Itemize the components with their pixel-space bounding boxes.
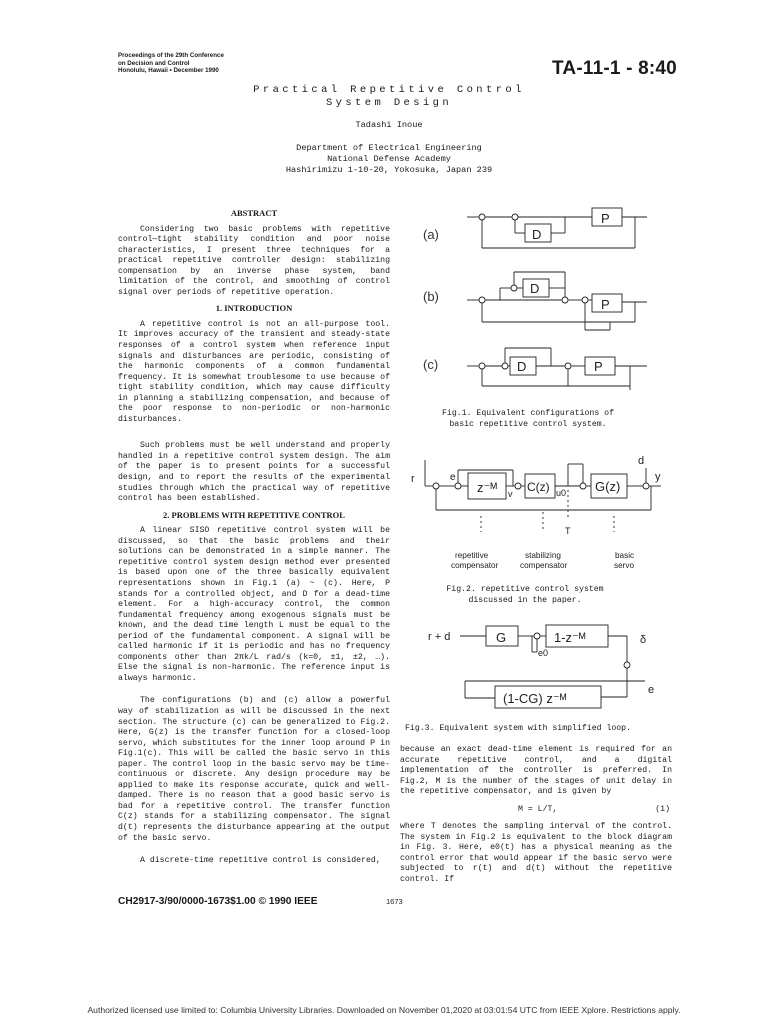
fig1c-block-d: D	[517, 359, 527, 374]
fig1a-block-p: P	[601, 211, 610, 226]
equation-1	[400, 805, 672, 816]
figure-3-caption: Fig.3. Equivalent system with simplified loop.	[405, 724, 632, 733]
affiliation-line-2: National Defense Academy	[327, 154, 451, 164]
abstract-heading: ABSTRACT	[230, 208, 278, 218]
fig1-label-c: (c)	[423, 357, 439, 372]
fig3-signal-e0: e0	[538, 648, 549, 658]
fig2-label-repetitive: repetitive	[455, 551, 489, 560]
fig1-label-a: (a)	[423, 227, 439, 242]
affiliation-line-1: Department of Electrical Engineering	[296, 143, 482, 153]
fig2-label-servo: servo	[614, 561, 635, 570]
fig1b-block-p: P	[601, 297, 610, 312]
license-notice: Authorized licensed use limited to: Columbia University Libraries. Downloaded on November 01,2020 at 03:01:54 UTC from IEEE Xplore. Restrictions apply.	[87, 1005, 681, 1015]
figure-1-diagram	[415, 200, 655, 400]
right-column	[400, 745, 672, 886]
fig2-signal-y: y	[655, 471, 661, 483]
fig3-block-g: G	[496, 630, 507, 645]
fig1-label-b: (b)	[423, 289, 439, 304]
figure-1-caption-line-2: basic repetitive control system.	[449, 419, 607, 429]
right-paragraph-2: where T denotes the sampling interval of the control. The system in Fig.2 is equivalent to the block diagram in Fig. 3. Here, e0(t) has a physical meaning as the control error that would appear if the basic servo were subjected to r(t) and d(t) without the repetitive control. If	[400, 822, 672, 885]
footer-code: CH2917-3/90/0000-1673$1.00 © 1990 IEEE	[118, 896, 318, 907]
equation-number: (1)	[655, 804, 670, 814]
figure-3-diagram	[420, 618, 665, 718]
equation-body: M = L/T,	[518, 804, 558, 814]
figure-2-caption-line-2: discussed in the paper.	[468, 595, 582, 605]
fig2-signal-r: r	[411, 473, 415, 485]
abstract-text: Considering two basic problems with repetitive control—tight stability condition and poor noise characteristics, I present three techniques for a practical repetitive controller design: stabilizing compensation by an inverse phase system, band limitation of the control, and smoothing of control signal over periods of repetitive operation.	[118, 224, 390, 297]
conference-line-2: on Decision and Control	[118, 59, 190, 67]
fig2-label-stabilizing: stabilizing	[525, 551, 561, 560]
fig3-signal-e: e	[648, 684, 655, 696]
affiliation	[0, 143, 768, 176]
fig2-label-repetitive-compensator: compensator	[451, 561, 499, 570]
figure-1-caption	[408, 409, 648, 430]
fig2-signal-e: e	[450, 472, 456, 483]
intro-paragraph-2: Such problems must be well understand and properly handled in a repetitive control system design. The aim of the paper is to present points for a successful design, and to report the results of the experimental studies through which the practical way of repetitive control has been established.	[118, 441, 390, 504]
section-2-paragraph-2: The configurations (b) and (c) allow a powerful way of stabilization as will be discussed in the next section. The structure (c) can be generalized to Fig.2. Here, G(z) is the transfer function for a closed-loop servo, which substitutes for the inner loop around P in Fig.1(c). This will be called the basic servo in this paper. The control loop in the basic servo may be time-continuous or discrete. Any design procedure may be applied to make its response accurate, quick and well-damped. There is no reason that a good basic servo is bad for a repetitive control. The transfer function C(z) stands for a stabilizing compensator. The signal d(t) represents the disturbance appearing at the output of the basic servo.	[118, 696, 390, 843]
intro-paragraph-1: A repetitive control is not an all-purpose tool. It improves accuracy of the transient and steady-state responses of a control system when reference input signals and disturbances are periodic, consisting of the harmonic components of a common fundamental frequency. It is somewhat troublesome to use because of tight stability condition, which may cause difficulty in planning a stabilizing compensation, and because of the poor response to non-periodic or non-harmonic disturbances.	[118, 319, 390, 424]
right-paragraph-1: because an exact dead-time element is required for an accurate repetitive control, and a digital implementation of the controller is preferred. In Fig.2, M is the number of the stages of unit delay in the repetitive compensator, and is given by	[400, 745, 672, 797]
figure-2-caption	[405, 585, 645, 606]
conference-line-1: Proceedings of the 29th Conference	[118, 52, 224, 59]
fig2-label-basic: basic	[615, 551, 635, 560]
paper-title	[0, 84, 768, 109]
author: Tadashi Inoue	[355, 120, 423, 130]
fig1b-block-d: D	[530, 281, 540, 296]
fig1a-block-d: D	[532, 227, 542, 242]
fig2-block-servo: G(z)	[595, 479, 621, 494]
fig1c-block-p: P	[594, 359, 603, 374]
figure-2-caption-line-1: Fig.2. repetitive control system	[446, 585, 604, 594]
section-2-heading: 2. PROBLEMS WITH REPETITIVE CONTROL	[163, 509, 345, 520]
session-code: TA-11-1 - 8:40	[552, 58, 677, 79]
fig2-block-delay: z⁻ᴹ	[477, 480, 497, 495]
page-number: 1673	[386, 897, 403, 906]
figure-2-diagram	[405, 450, 665, 578]
fig3-block-repetitive: 1-z⁻ᴹ	[554, 630, 586, 645]
fig2-signal-u0: u0	[556, 488, 567, 498]
fig2-label-stabilizing-compensator: compensator	[520, 561, 568, 570]
section-2-paragraph-3: A discrete-time repetitive control is considered,	[140, 856, 381, 866]
conference-info	[118, 52, 224, 75]
title-line-1: Practical Repetitive Control	[253, 84, 525, 96]
fig3-signal-delta: δ	[640, 634, 647, 646]
section-1-heading: 1. INTRODUCTION	[215, 303, 293, 314]
fig3-input: r + d	[428, 631, 451, 643]
section-2-paragraph-1: A linear SISO repetitive control system will be discussed, so that the basic problems and their solutions can be demonstrated in a simple manner. The repetitive control system design method ever presented is based upon one of the three basically equivalent representations shown in Fig.1 (a) ~ (c). Here, P stands for a controlled object, and D for a dead-time element. For a high-accuracy control, the common fundamental frequency among exogenous signals must be known, and the dead time length L must be equal to the period of the fundamental component. A signal will be called harmonic if it is periodic and has no frequency components other than 2πk/L rad/s (k=0, ±1, ±2, …). Else the signal is non-harmonic. The reference input is always harmonic.	[118, 526, 390, 683]
figure-1-caption-line-1: Fig.1. Equivalent configurations of	[442, 409, 614, 418]
fig2-signal-d: d	[638, 455, 645, 467]
left-column	[118, 208, 390, 867]
affiliation-line-3: Hashirimizu 1-10-20, Yokosuka, Japan 239	[285, 165, 493, 175]
fig2-signal-t: T	[565, 526, 571, 536]
fig2-block-compensator: C(z)	[527, 480, 550, 494]
conference-line-3: Honolulu, Hawaii • December 1990	[118, 67, 219, 75]
title-line-2: System Design	[325, 96, 453, 109]
fig3-block-feedback: (1-CG) z⁻ᴹ	[503, 691, 567, 706]
fig2-signal-v: v	[508, 489, 513, 499]
